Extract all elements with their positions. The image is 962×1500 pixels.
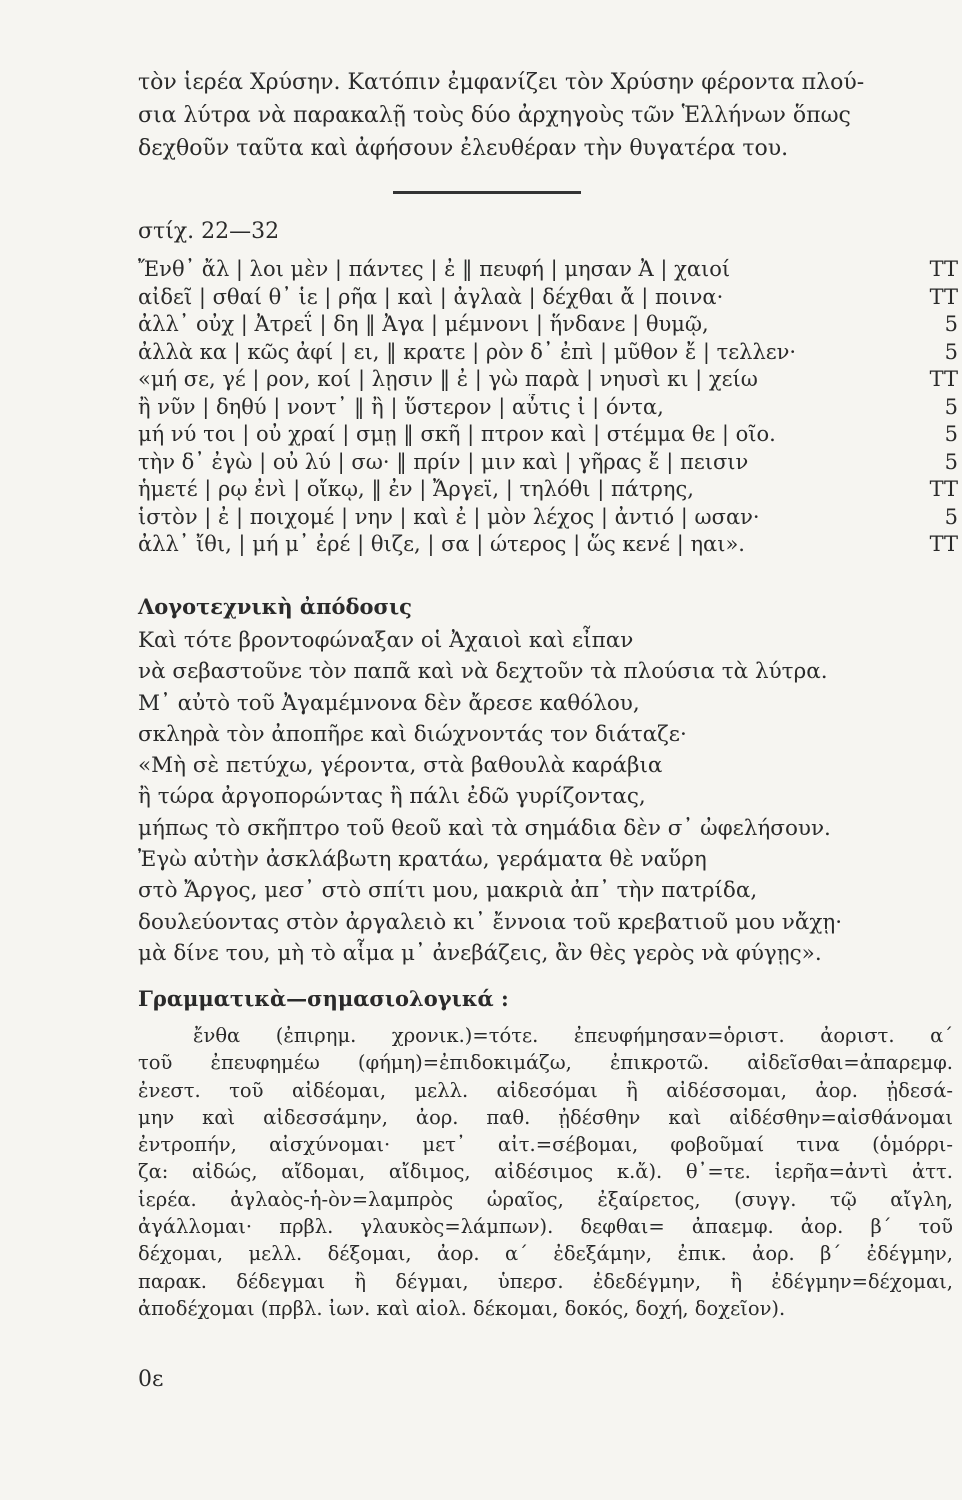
- page-number: 0ε: [138, 1367, 164, 1392]
- verse-text: ἀλλ᾽ οὐχ | Ἀτρεΐ | δη ‖ Ἀγα | μέμνονι | ἥνδανε | θυμῷ,: [138, 312, 709, 336]
- grammar-line: ἔνθα (ἐπιρημ. χρονικ.)=τότε. ἐπευφήμησαν=ὁριστ. ἀοριστ. α΄: [193, 1024, 953, 1047]
- translation-line: Καὶ τότε βροντοφώναξαν οἱ Ἀχαιοὶ καὶ εἶπαν: [138, 628, 634, 653]
- verse-row: [138, 256, 958, 284]
- verse-row: [138, 476, 958, 504]
- verse-row: [138, 421, 958, 449]
- verse-row: [138, 531, 958, 559]
- translation-line: δουλεύοντας στὸν ἀργαλειὸ κι᾽ ἔννοια τοῦ κρεβατιοῦ μου νἄχῃ·: [138, 909, 843, 935]
- translation-line: Ἐγὼ αὐτὴν ἀσκλάβωτη κρατάω, γεράματα θὲ ναὕρη: [138, 847, 707, 873]
- grammar-line: ζα: αἰδώς, αἴδομαι, αἴδιμος, αἰδέσιμος κ.ἄ). θ᾽=τε. ἱερῆα=ἀντὶ ἀττ.: [138, 1160, 953, 1184]
- grammar-line: ἐντροπήν, αἰσχύνομαι· μετ᾽ αἰτ.=σέβομαι, φοβοῦμαί τινα (ὁμόρρι-: [138, 1133, 953, 1157]
- verse-mark: TT: [929, 257, 958, 281]
- grammar-line: ἐνεστ. τοῦ αἰδέομαι, μελλ. αἰδεσόμαι ἢ αἰδέσσομαι, ἀορ. ᾐδεσά-: [138, 1078, 953, 1102]
- section-divider: [393, 191, 581, 194]
- verse-text: ἱστὸν | ἐ | ποιχομέ | νην | καὶ ἐ | μὸν λέχος | ἀντιό | ωσαν·: [138, 504, 760, 529]
- grammar-line: ἀγάλλομαι· πρβλ. γλαυκὸς=λάμπων). δεφθαι= ἀπαεμφ. ἀορ. β΄ τοῦ: [138, 1215, 953, 1239]
- verse-reference: στίχ. 22—32: [138, 219, 280, 244]
- verse-row: [138, 366, 958, 394]
- verse-text: ἡμετέ | ρῳ ἐνὶ | οἴκῳ, ‖ ἐν | Ἄργεϊ, | τηλόθι | πάτρης,: [138, 477, 694, 501]
- verse-text: τὴν δ᾽ ἐγὼ | οὐ λύ | σω· ‖ πρίν | μιν καὶ | γῆρας ἔ | πεισιν: [138, 449, 749, 474]
- text-line: τὸν ἱερέα Χρύσην. Κατόπιν ἐμφανίζει τὸν Χρύσην φέροντα πλού-: [138, 70, 865, 95]
- verse-mark: 5: [944, 449, 958, 474]
- translation-line: στὸ Ἄργος, μεσ᾽ στὸ σπίτι μου, μακριὰ ἀπ᾽ τὴν πατρίδα,: [138, 878, 758, 904]
- verse-text: μή νύ τοι | οὐ χραί | σμῃ ‖ σκῆ | πτρον καὶ | στέμμα θε | οῖο.: [138, 422, 776, 446]
- translation-heading: Λογοτεχνικὴ ἀπόδοσις: [138, 594, 412, 619]
- translation-block: [138, 625, 950, 969]
- verse-text: ἀλλὰ κα | κῶς ἀφί | ει, ‖ κρατε | ρὸν δ᾽ ἐπὶ | μῦθον ἔ | τελλεν·: [138, 339, 797, 364]
- translation-line: νὰ σεβαστοῦνε τὸν παπᾶ καὶ νὰ δεχτοῦν τὰ πλούσια τὰ λύτρα.: [138, 659, 828, 685]
- verse-mark: TT: [929, 367, 958, 391]
- verse-mark: 5: [944, 312, 958, 336]
- verse-row: [138, 339, 958, 367]
- grammar-line: παρακ. δέδεγμαι ἢ δέγμαι, ὑπερσ. ἐδεδέγμην, ἢ ἐδέγμην=δέχομαι,: [138, 1269, 953, 1293]
- verse-row: [138, 311, 958, 339]
- grammar-line: ἀποδέχομαι (πρβλ. ἰων. καὶ αἰολ. δέκομαι, δοκός, δοχή, δοχεῖον).: [138, 1296, 786, 1320]
- verse-row: [138, 449, 958, 477]
- grammar-heading: Γραμματικὰ—σημασιολογικά :: [138, 986, 509, 1011]
- translation-line: σκληρὰ τὸν ἀποπῆρε καὶ διώχνοντάς τον διάταζε·: [138, 721, 687, 747]
- verse-text: «μή σε, γέ | ρον, κοί | λῃσιν ‖ ἐ | γὼ παρὰ | νηυσὶ κι | χείω: [138, 367, 758, 391]
- grammar-block: [138, 1022, 953, 1322]
- translation-line: «Μὴ σὲ πετύχω, γέροντα, στὰ βαθουλὰ καράβια: [138, 753, 663, 779]
- verse-mark: 5: [944, 339, 958, 364]
- verse-mark: TT: [929, 284, 958, 309]
- translation-line: Μ᾽ αὐτὸ τοῦ Ἀγαμέμνονα δὲν ἄρεσε καθόλου,: [138, 690, 640, 716]
- verse-text: ἢ νῦν | δηθύ | νοντ᾽ ‖ ἢ | ὕστερον | αὖτις ἰ | όντα,: [138, 394, 664, 419]
- grammar-line: ἱερέα. ἀγλαὸς-ἡ-ὸν=λαμπρὸς ὡραῖος, ἐξαίρετος, (συγγ. τῷ αἴγλη,: [138, 1187, 953, 1211]
- grammar-line: τοῦ ἐπευφημέω (φήμη)=ἐπιδοκιμάζω, ἐπικροτῶ. αἰδεῖσθαι=ἀπαρεμφ.: [138, 1051, 953, 1075]
- verse-text: αἰδεῖ | σθαί θ᾽ ἱε | ρῆα | καὶ | ἀγλαὰ | δέχθαι ἄ | ποινα·: [138, 284, 724, 309]
- verse-row: [138, 504, 958, 532]
- verse-mark: TT: [929, 477, 958, 501]
- verse-text: ἀλλ᾽ ἴθι, | μή μ᾽ ἐρέ | θιζε, | σα | ώτερος | ὥς κενέ | ηαι».: [138, 532, 745, 556]
- translation-line: ἢ τώρα ἀργοπορώντας ἢ πάλι ἐδῶ γυρίζοντας,: [138, 784, 646, 810]
- verse-mark: TT: [929, 532, 958, 556]
- grammar-line: δέχομαι, μελλ. δέξομαι, ἀορ. α΄ ἐδεξάμην, ἐπικ. ἀορ. β΄ ἐδέγμην,: [138, 1242, 953, 1266]
- verse-text: Ἔνθ᾽ ἄλ | λοι μὲν | πάντες | ἐ ‖ πευφή | μησαν Ἀ | χαιοί: [138, 257, 731, 281]
- verse-row: [138, 284, 958, 312]
- verse-mark: 5: [944, 422, 958, 446]
- grammar-line: μην καὶ αἰδεσσάμην, ἀορ. παθ. ᾐδέσθην καὶ αἰδέσθην=αἰσθάνομαι: [138, 1105, 953, 1129]
- verse-block: [138, 256, 958, 559]
- translation-line: μὰ δίνε του, μὴ τὸ αἷμα μ᾽ ἀνεβάζεις, ἂν θὲς γερὸς νὰ φύγῃς».: [138, 940, 822, 966]
- verse-row: [138, 394, 958, 422]
- intro-paragraph: [138, 66, 950, 165]
- verse-mark: 5: [944, 504, 958, 529]
- verse-mark: 5: [944, 394, 958, 419]
- text-line: δεχθοῦν ταῦτα καὶ ἀφήσουν ἐλευθέραν τὴν θυγατέρα του.: [138, 136, 789, 161]
- text-line: σια λύτρα νὰ παρακαλῇ τοὺς δύο ἀρχηγοὺς τῶν Ἑλλήνων ὅπως: [138, 103, 851, 128]
- translation-line: μήπως τὸ σκῆπτρο τοῦ θεοῦ καὶ τὰ σημάδια δὲν σ᾽ ὠφελήσουν.: [138, 815, 831, 841]
